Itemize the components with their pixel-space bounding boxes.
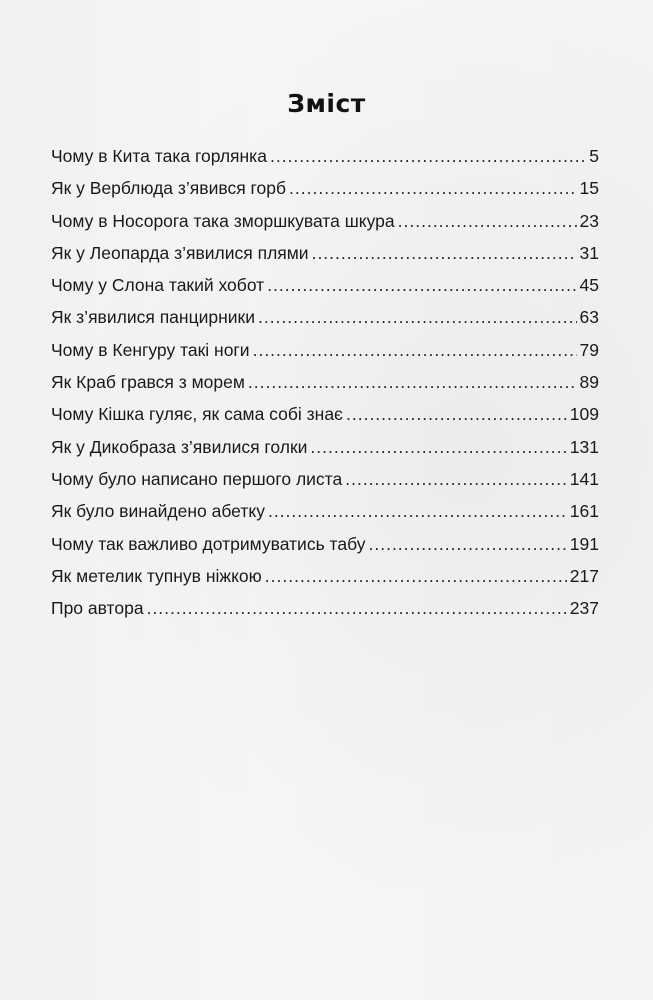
- dot-leader: [398, 205, 577, 237]
- toc-page-number: 23: [579, 210, 599, 231]
- toc-page-number: 217: [569, 565, 599, 586]
- dot-leader: [270, 140, 586, 172]
- toc-entry-title: Чому в Носорога така зморшкувата шкура: [51, 210, 395, 231]
- toc-entry-title: Як з’явилися панцирники: [51, 307, 255, 328]
- toc-entry: [51, 366, 599, 398]
- dot-leader: [345, 463, 567, 495]
- toc-page-number: 141: [569, 468, 599, 489]
- dot-leader: [253, 334, 577, 366]
- toc-entry: [51, 560, 599, 592]
- toc-entry-title: Чому було написано першого листа: [51, 468, 343, 489]
- dot-leader: [258, 301, 577, 333]
- toc-page-number: 89: [579, 372, 599, 393]
- toc-page-number: 131: [569, 436, 599, 457]
- toc-entry: [51, 269, 599, 301]
- toc-entry-title: Як метелик тупнув ніжкою: [51, 565, 262, 586]
- toc-entry: [51, 528, 599, 560]
- toc-page-number: 63: [579, 307, 599, 328]
- toc-page-number: 191: [569, 533, 599, 554]
- toc-entry: [51, 398, 599, 430]
- toc-entry: [51, 495, 599, 527]
- toc-entry: [51, 431, 599, 463]
- toc-entry: [51, 463, 599, 495]
- toc-entry: [51, 301, 599, 333]
- toc-entry-title: Чому в Кенгуру такі ноги: [51, 339, 250, 360]
- toc-page-number: 237: [569, 598, 599, 619]
- toc-entry: [51, 237, 599, 269]
- toc-entry-title: Як у Леопарда з’явилися плями: [51, 242, 309, 263]
- toc-entry: [51, 334, 599, 366]
- toc-entry: [51, 592, 599, 624]
- toc-entry: [51, 172, 599, 204]
- toc-entry-title: Про автора: [51, 598, 144, 619]
- dot-leader: [265, 560, 567, 592]
- dot-leader: [248, 366, 577, 398]
- table-of-contents: [51, 140, 599, 624]
- toc-entry-title: Чому у Слона такий хобот: [51, 275, 265, 296]
- page-title: Зміст: [287, 88, 366, 118]
- toc-page-number: 109: [569, 404, 599, 425]
- toc-page-number: 161: [569, 501, 599, 522]
- dot-leader: [289, 172, 576, 204]
- toc-entry-title: Як у Дикобраза з’явилися голки: [51, 436, 308, 457]
- toc-page-number: 45: [579, 275, 599, 296]
- toc-entry: [51, 205, 599, 237]
- toc-page-number: 79: [579, 339, 599, 360]
- toc-entry-title: Чому в Кита така горлянка: [51, 146, 267, 166]
- toc-entry-title: Як у Верблюда з’явився горб: [51, 178, 287, 199]
- toc-entry-title: Чому Кішка гуляє, як сама собі знає: [51, 404, 343, 425]
- toc-entry-title: Як Краб грався з морем: [51, 372, 245, 393]
- toc-page-number: 5: [589, 146, 599, 166]
- toc-entry-title: Чому так важливо дотримуватись табу: [51, 533, 366, 554]
- toc-page-number: 15: [579, 178, 599, 199]
- dot-leader: [312, 237, 577, 269]
- dot-leader: [147, 592, 567, 624]
- toc-page-number: 31: [579, 242, 599, 263]
- dot-leader: [310, 431, 566, 463]
- dot-leader: [346, 398, 567, 430]
- dot-leader: [369, 528, 567, 560]
- toc-entry: [51, 140, 599, 172]
- dot-leader: [267, 269, 576, 301]
- toc-entry-title: Як було винайдено абетку: [51, 501, 265, 522]
- dot-leader: [268, 495, 567, 527]
